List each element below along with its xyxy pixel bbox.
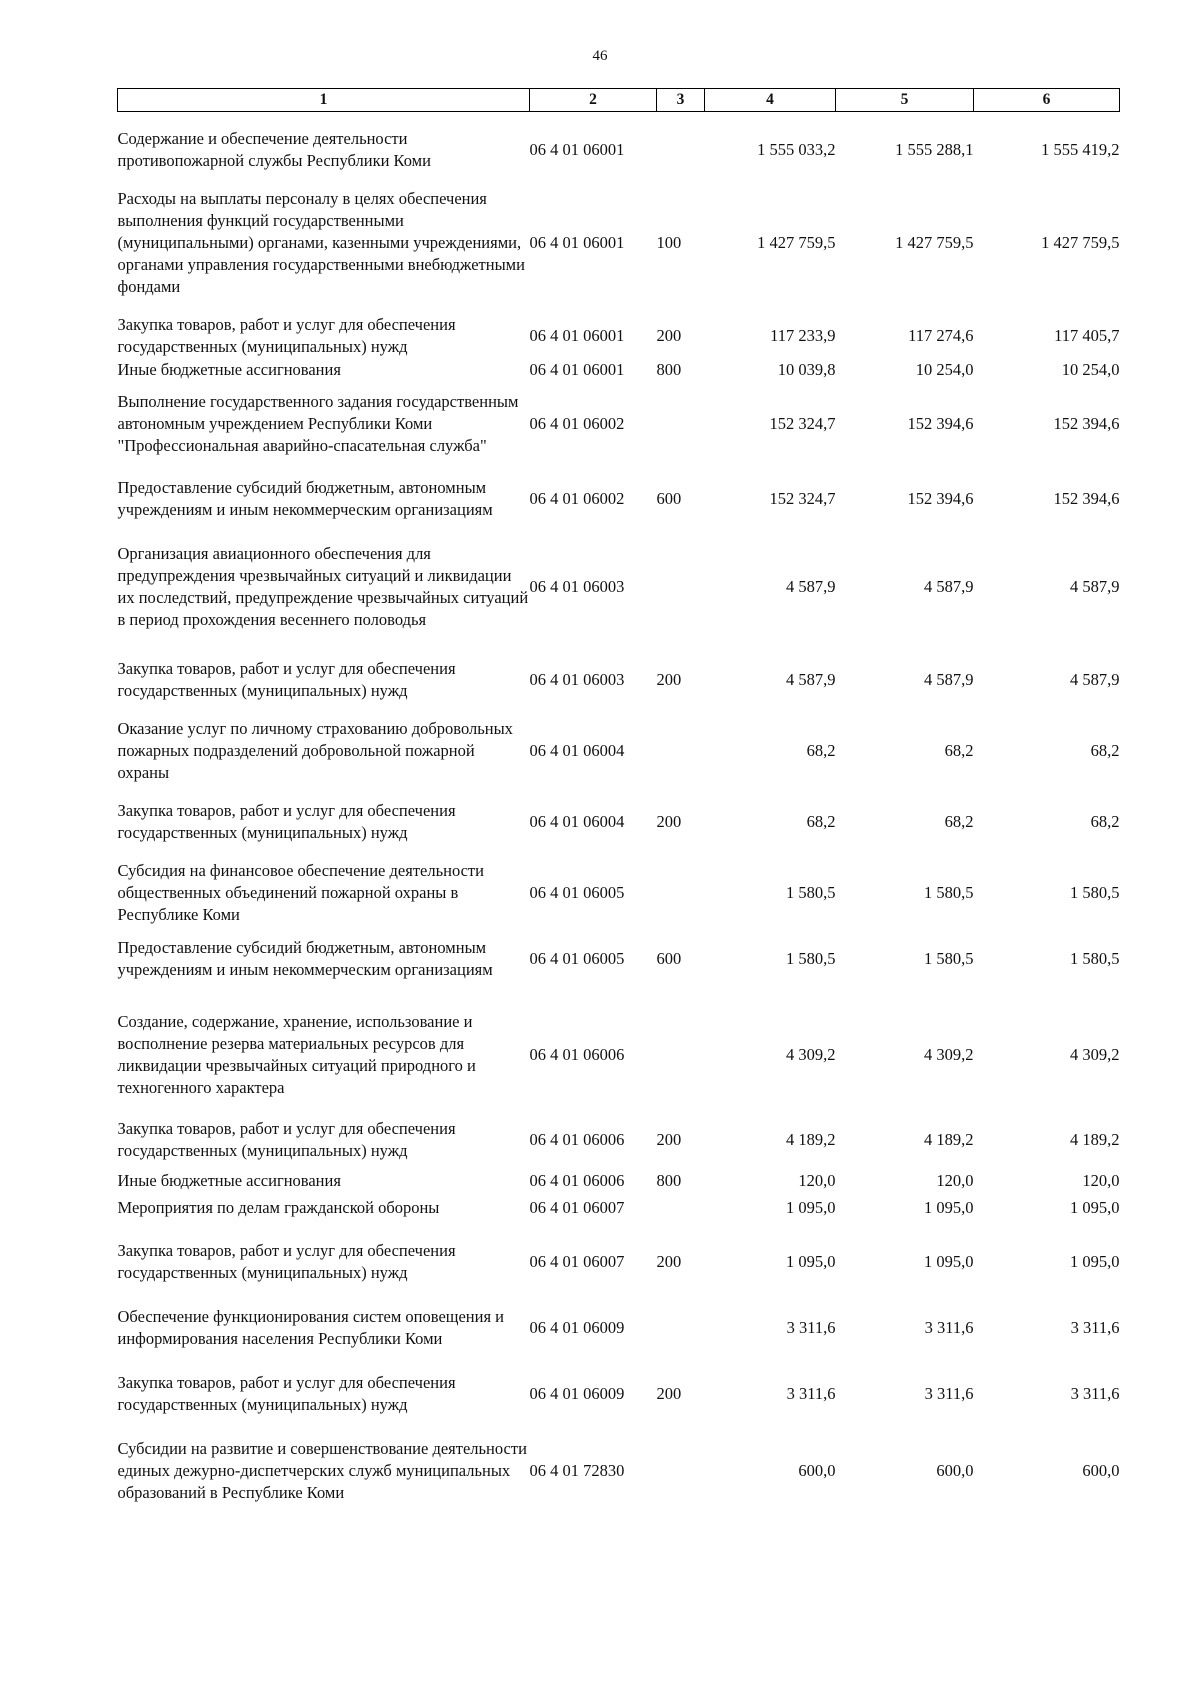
row-amount-col6: 68,2: [1090, 812, 1120, 831]
row-amount-col5: 1 095,0: [924, 1252, 974, 1271]
row-name: Расходы на выплаты персоналу в целях обеспечения выполнения функций государственными (муниципальными) органами, казенными учреждениями, органами управления государственными внебюджетными фондами: [117, 189, 525, 296]
row-code: 06 4 01 06002: [529, 489, 625, 508]
row-code: 06 4 01 06009: [529, 1318, 625, 1337]
row-amount-col6: 3 311,6: [1070, 1318, 1120, 1337]
row-amount-col5: 600,0: [936, 1461, 974, 1480]
table-row: [118, 702, 1120, 784]
row-amount-col4: 4 189,2: [786, 1130, 836, 1149]
row-amount-col6: 1 555 419,2: [1041, 140, 1120, 159]
row-expense-type: [657, 1284, 705, 1356]
row-amount-col5: 152 394,6: [907, 414, 974, 433]
row-amount-col5: 1 095,0: [924, 1198, 974, 1217]
row-amount-col5: 1 580,5: [924, 883, 974, 902]
row-code: 06 4 01 06001: [529, 233, 625, 252]
row-amount-col4: 152 324,7: [769, 414, 836, 433]
row-name: Обеспечение функционирования систем оповещения и информирования населения Республики Коми: [117, 1307, 505, 1348]
row-amount-col5: 68,2: [944, 741, 974, 760]
row-code: 06 4 01 06006: [529, 1045, 625, 1064]
row-amount-col6: 152 394,6: [1053, 414, 1120, 433]
row-amount-col4: 4 309,2: [786, 1045, 836, 1064]
header-col-3: 3: [657, 89, 705, 112]
row-amount-col4: 1 095,0: [786, 1252, 836, 1271]
table-row: [118, 642, 1120, 702]
row-amount-col4: 3 311,6: [786, 1384, 836, 1403]
row-code: 06 4 01 06006: [529, 1130, 625, 1149]
table-row: [118, 466, 1120, 532]
row-amount-col4: 1 555 033,2: [757, 140, 836, 159]
row-expense-type: 600: [656, 489, 682, 508]
header-col-4: 4: [705, 89, 836, 112]
table-row: [118, 784, 1120, 844]
row-expense-type: [657, 844, 705, 926]
table-row: [118, 1162, 1120, 1192]
row-amount-col6: 3 311,6: [1070, 1384, 1120, 1403]
table-row: [118, 1284, 1120, 1356]
row-amount-col4: 1 580,5: [786, 883, 836, 902]
row-amount-col5: 4 587,9: [924, 577, 974, 596]
row-amount-col5: 1 427 759,5: [895, 233, 974, 252]
table-row: [118, 112, 1120, 173]
row-code: 06 4 01 06003: [529, 670, 625, 689]
row-expense-type: 200: [656, 812, 682, 831]
row-amount-col6: 10 254,0: [1061, 360, 1120, 379]
row-amount-col4: 117 233,9: [770, 326, 836, 345]
table-row: [118, 1102, 1120, 1162]
table-row: [118, 358, 1120, 382]
row-amount-col6: 1 580,5: [1070, 949, 1120, 968]
row-amount-col4: 1 095,0: [786, 1198, 836, 1217]
row-amount-col6: 117 405,7: [1054, 326, 1120, 345]
row-name: Закупка товаров, работ и услуг для обеспечения государственных (муниципальных) нужд: [117, 315, 456, 356]
table-row: [118, 926, 1120, 992]
row-name: Создание, содержание, хранение, использование и восполнение резерва материальных ресурсов для ликвидации чрезвычайных ситуаций природного и техногенного характера: [117, 1012, 476, 1097]
row-amount-col4: 10 039,8: [777, 360, 836, 379]
row-expense-type: [657, 992, 705, 1102]
row-amount-col4: 600,0: [798, 1461, 836, 1480]
row-amount-col6: 1 095,0: [1070, 1198, 1120, 1217]
header-row: [118, 89, 1120, 112]
row-code: 06 4 01 06005: [529, 949, 625, 968]
table-row: [118, 1192, 1120, 1224]
row-amount-col5: 3 311,6: [924, 1384, 974, 1403]
row-amount-col4: 68,2: [806, 741, 836, 760]
row-expense-type: 600: [656, 949, 682, 968]
header-col-1: 1: [118, 89, 530, 112]
row-expense-type: 100: [656, 233, 682, 252]
row-name: Выполнение государственного задания государственным автономным учреждением Республики Коми "Профессиональная аварийно-спасательная служба": [117, 392, 519, 455]
row-name: Субсидии на развитие и совершенствование деятельности единых дежурно-диспетчерских служб муниципальных образований в Республике Коми: [117, 1439, 527, 1502]
header-col-6: 6: [974, 89, 1120, 112]
row-expense-type: 800: [656, 1171, 682, 1190]
header-col-5: 5: [836, 89, 974, 112]
table-row: [118, 1224, 1120, 1284]
header-col-2: 2: [530, 89, 657, 112]
row-code: 06 4 01 06001: [529, 360, 625, 379]
row-code: 06 4 01 06001: [529, 140, 625, 159]
row-name: Закупка товаров, работ и услуг для обеспечения государственных (муниципальных) нужд: [117, 1373, 456, 1414]
row-name: Закупка товаров, работ и услуг для обеспечения государственных (муниципальных) нужд: [117, 659, 456, 700]
row-amount-col5: 1 555 288,1: [895, 140, 974, 159]
row-amount-col6: 600,0: [1082, 1461, 1120, 1480]
row-amount-col6: 1 095,0: [1070, 1252, 1120, 1271]
row-amount-col5: 120,0: [936, 1171, 974, 1190]
row-name: Иные бюджетные ассигнования: [117, 360, 341, 379]
table-row: [118, 844, 1120, 926]
row-expense-type: [657, 1192, 705, 1224]
row-amount-col5: 10 254,0: [915, 360, 974, 379]
row-amount-col6: 68,2: [1090, 741, 1120, 760]
row-amount-col4: 3 311,6: [786, 1318, 836, 1337]
row-name: Организация авиационного обеспечения для предупреждения чрезвычайных ситуаций и ликвидации их последствий, предупреждение чрезвычайных ситуаций в период прохождения весеннего половодья: [117, 544, 529, 629]
row-amount-col5: 4 189,2: [924, 1130, 974, 1149]
row-expense-type: 200: [656, 326, 682, 345]
row-code: 06 4 01 06006: [529, 1171, 625, 1190]
row-expense-type: [657, 1416, 705, 1510]
row-amount-col4: 68,2: [806, 812, 836, 831]
row-name: Закупка товаров, работ и услуг для обеспечения государственных (муниципальных) нужд: [117, 1119, 456, 1160]
row-amount-col6: 120,0: [1082, 1171, 1120, 1190]
row-code: 06 4 01 06002: [529, 414, 625, 433]
row-amount-col6: 4 189,2: [1070, 1130, 1120, 1149]
row-expense-type: [657, 702, 705, 784]
row-name: Иные бюджетные ассигнования: [117, 1171, 341, 1190]
row-amount-col5: 68,2: [944, 812, 974, 831]
row-name: Предоставление субсидий бюджетным, автономным учреждениям и иным некоммерческим организациям: [117, 938, 493, 979]
table-row: [118, 992, 1120, 1102]
row-code: 06 4 01 06004: [529, 812, 625, 831]
row-expense-type: 800: [656, 360, 682, 379]
row-amount-col6: 4 587,9: [1070, 577, 1120, 596]
row-expense-type: 200: [656, 670, 682, 689]
row-amount-col4: 120,0: [798, 1171, 836, 1190]
row-amount-col5: 3 311,6: [924, 1318, 974, 1337]
row-name: Предоставление субсидий бюджетным, автономным учреждениям и иным некоммерческим организациям: [117, 478, 493, 519]
row-code: 06 4 01 06004: [529, 741, 625, 760]
row-name: Мероприятия по делам гражданской обороны: [117, 1198, 440, 1217]
row-amount-col5: 1 580,5: [924, 949, 974, 968]
row-amount-col6: 4 309,2: [1070, 1045, 1120, 1064]
row-amount-col4: 4 587,9: [786, 670, 836, 689]
budget-table: [117, 88, 1120, 1510]
row-code: 06 4 01 72830: [529, 1461, 625, 1480]
row-name: Содержание и обеспечение деятельности противопожарной службы Республики Коми: [117, 129, 431, 170]
table-row: [118, 1356, 1120, 1416]
row-expense-type: 200: [656, 1130, 682, 1149]
row-name: Субсидия на финансовое обеспечение деятельности общественных объединений пожарной охраны в Республике Коми: [117, 861, 484, 924]
table-body: [118, 112, 1120, 1511]
row-name: Закупка товаров, работ и услуг для обеспечения государственных (муниципальных) нужд: [117, 801, 456, 842]
row-amount-col4: 1 580,5: [786, 949, 836, 968]
table-row: [118, 1416, 1120, 1510]
row-name: Закупка товаров, работ и услуг для обеспечения государственных (муниципальных) нужд: [117, 1241, 456, 1282]
row-code: 06 4 01 06005: [529, 883, 625, 902]
row-amount-col6: 4 587,9: [1070, 670, 1120, 689]
row-expense-type: 200: [656, 1384, 682, 1403]
row-amount-col5: 152 394,6: [907, 489, 974, 508]
table-row: [118, 532, 1120, 642]
row-amount-col4: 4 587,9: [786, 577, 836, 596]
row-code: 06 4 01 06009: [529, 1384, 625, 1403]
row-amount-col5: 4 309,2: [924, 1045, 974, 1064]
row-code: 06 4 01 06001: [529, 326, 625, 345]
row-amount-col5: 4 587,9: [924, 670, 974, 689]
row-code: 06 4 01 06007: [529, 1252, 625, 1271]
row-name: Оказание услуг по личному страхованию добровольных пожарных подразделений добровольной пожарной охраны: [117, 719, 513, 782]
row-code: 06 4 01 06007: [529, 1198, 625, 1217]
table-row: [118, 172, 1120, 298]
row-amount-col4: 1 427 759,5: [757, 233, 836, 252]
row-expense-type: [657, 382, 705, 466]
row-amount-col6: 1 427 759,5: [1041, 233, 1120, 252]
table-row: [118, 382, 1120, 466]
row-expense-type: [657, 532, 705, 642]
row-amount-col4: 152 324,7: [769, 489, 836, 508]
row-expense-type: [657, 112, 705, 173]
row-code: 06 4 01 06003: [529, 577, 625, 596]
row-amount-col5: 117 274,6: [908, 326, 974, 345]
row-amount-col6: 1 580,5: [1070, 883, 1120, 902]
row-amount-col6: 152 394,6: [1053, 489, 1120, 508]
page-number: 46: [592, 48, 608, 64]
table-row: [118, 298, 1120, 358]
row-expense-type: 200: [656, 1252, 682, 1271]
